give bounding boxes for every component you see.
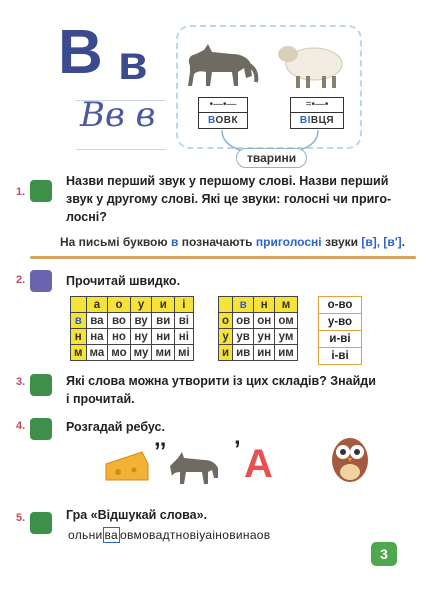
rebus-letter: А [244, 442, 273, 486]
task3-text: Які слова можна утворити із цих складів? Знайди і прочитай. [66, 374, 376, 406]
cheese-image [104, 448, 150, 484]
word-label: ВОВК [207, 115, 239, 126]
letter-cubes-icon [30, 418, 52, 440]
books-icon [30, 180, 52, 202]
task-number: 2. [16, 274, 26, 286]
big-letter-lower: в [118, 37, 148, 90]
sound-scheme: •—•— [199, 98, 247, 113]
syllable-pairs: о-во у-во и-ві і-ві [318, 296, 362, 365]
letter-string: ольни ва овмовадтновіуаіновинаов [68, 528, 271, 542]
task2-text: Прочитай швидко. [66, 274, 181, 288]
syllable-table-1: а о у и і в ва во ву ви ві н на но ну ни ні м ма мо му ми мі [70, 296, 194, 361]
sheep-image [268, 34, 348, 90]
rule-text: На письмі буквою в позначають приголосні звуки [в], [в']. [60, 235, 405, 249]
owl-image [326, 430, 374, 484]
reading-icon [30, 270, 52, 292]
word-box-sheep [290, 97, 344, 129]
word-label: ВІВЦЯ [299, 115, 335, 126]
category-label: тварини [236, 148, 307, 168]
syllable-table-2: в н м о ов он ом у ув ун ум и ив ин им [218, 296, 298, 361]
task1-text: Назви перший звук у першому слові. Назви перший звук у другому слові. Які це звуки: голосні чи приго- лосні? [66, 174, 392, 224]
wolf-rebus-image [166, 446, 228, 486]
word-box-wolf [198, 97, 248, 129]
rebus-commas: ’’ [154, 438, 167, 465]
task5-text: Гра «Відшукай слова». [66, 508, 208, 522]
letter-cubes-icon [30, 374, 52, 396]
rebus-comma: ’ [234, 436, 241, 463]
task-number: 1. [16, 186, 26, 198]
script-letters: Вв в [80, 95, 156, 135]
highlighted-word: ва [104, 528, 119, 542]
big-letter-upper: В [58, 18, 101, 87]
divider [30, 256, 416, 259]
sound-scheme: =•—• [291, 98, 343, 113]
letter-cubes-icon [30, 512, 52, 534]
task-number: 5. [16, 512, 26, 524]
task-number: 3. [16, 376, 26, 388]
page-number: 3 [371, 542, 397, 566]
task4-text: Розгадай ребус. [66, 420, 165, 434]
wolf-image [182, 36, 262, 92]
task-number: 4. [16, 420, 26, 432]
